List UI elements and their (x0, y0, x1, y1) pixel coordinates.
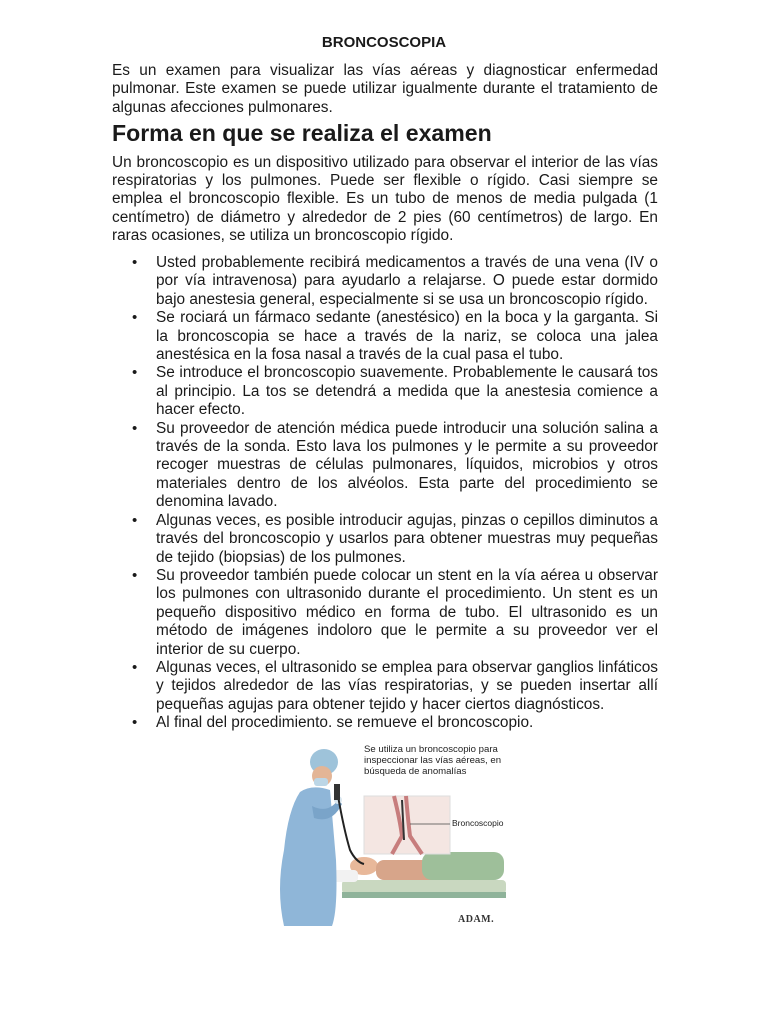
adam-logo: ADAM. (458, 914, 495, 925)
doctor-mask (314, 778, 328, 786)
bronchoscope-label: Broncoscopio (452, 818, 504, 828)
step-text: Algunas veces, el ultrasonido se emplea para observar ganglios linfáticos y tejidos alrededor de las vías respiratorias, y se pueden insertar allí pequeñas agujas para obtener tejido y hacer ciertos diagnósticos. (156, 658, 658, 713)
step-text: Su proveedor también puede colocar un stent en la vía aérea u observar los pulmones con ultrasonido durante el procedimiento. Un stent es un pequeño dispositivo médico en forma de tubo. El ultrasonido es un método de imágenes indoloro que le permite a su proveedor ver el interior de su cuerpo. (156, 566, 658, 658)
document-title: BRONCOSCOPIA (321, 34, 447, 51)
bullet-icon: • (132, 254, 138, 271)
figure-caption: Se utiliza un broncoscopio para inspeccionar las vías aéreas, en búsqueda de anomalías (364, 744, 502, 777)
list-item (112, 364, 658, 419)
bronchoscopy-illustration (272, 740, 508, 930)
bed-sheet (342, 880, 506, 894)
step-text: Algunas veces, es posible introducir agujas, pinzas o cepillos diminutos a través del broncoscopio y usarlos para obtener muestras muy pequeñas de tejido (biopsias) de los pulmones. (156, 511, 658, 566)
list-item (112, 309, 658, 364)
list-item (112, 567, 658, 659)
section-paragraph: Un broncoscopio es un dispositivo utilizado para observar el interior de las vías respiratorias y los pulmones. Puede ser flexible o rígido. Casi siempre se emplea el broncoscopio flexible. Es un tubo de menos de media pulgada (1 centímetro) de diámetro y alrededor de 2 pies (60 centímetros) de largo. En raras ocasiones, se utiliza un broncoscopio rígido. (112, 154, 658, 244)
bullet-icon: • (132, 419, 138, 437)
step-text: Se rociará un fármaco sedante (anestésico) en la boca y la garganta. Si la broncoscopia se hace a través de la nariz, se coloca una jalea anestésica en la fosa nasal a través de la cual pasa el tubo. (156, 309, 658, 364)
bullet-icon: • (132, 511, 138, 529)
step-text: Usted probablemente recibirá medicamentos a través de una vena (IV o por vía intravenosa) para ayudarlo a relajarse. O puede estar dormido bajo anestesia general, especialmente si se usa un broncoscopio rígido. (156, 254, 658, 308)
bed-frame (342, 892, 506, 898)
list-item (112, 714, 658, 732)
step-text: Se introduce el broncoscopio suavemente. Probablemente le causará tos al principio. La tos se detendrá a medida que la anestesia comience a hacer efecto. (156, 364, 658, 419)
intro-paragraph: Es un examen para visualizar las vías aéreas y diagnosticar enfermedad pulmonar. Este examen se puede utilizar igualmente durante el tratamiento de algunas afecciones pulmonares. (112, 62, 658, 116)
bullet-icon: • (132, 714, 138, 732)
patient-blanket (422, 852, 504, 880)
step-text: Al final del procedimiento. se remueve el broncoscopio. (156, 714, 534, 732)
section-heading: Forma en que se realiza el examen (112, 120, 492, 146)
procedure-steps-list (112, 254, 658, 733)
bronchoscope-tube (338, 796, 364, 864)
bronchoscope-handle (334, 784, 340, 800)
bullet-icon: • (132, 658, 138, 676)
bullet-icon: • (132, 309, 138, 327)
list-item (112, 254, 658, 309)
list-item (112, 512, 658, 567)
bullet-icon: • (132, 364, 138, 382)
list-item (112, 659, 658, 714)
bullet-icon: • (132, 566, 138, 584)
list-item (112, 420, 658, 512)
step-text: Su proveedor de atención médica puede introducir una solución salina a través de la sonda. Esto lava los pulmones y le permite a su proveedor recoger muestras de células pulmonares, líquidos, microbios y otros materiales dentro de los alvéolos. Esta parte del procedimiento se denomina lavado. (156, 419, 658, 511)
